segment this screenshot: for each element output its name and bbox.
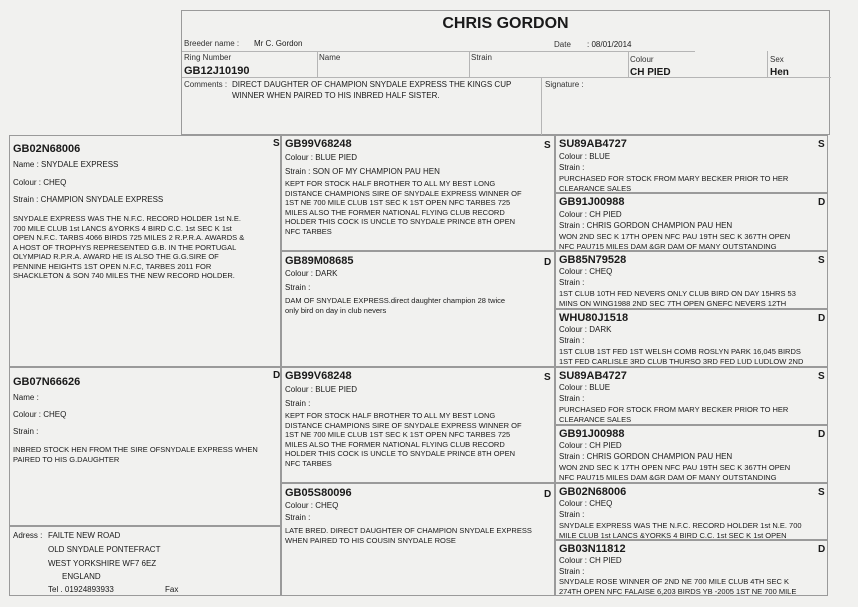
gen3-ring: GB03N11812 <box>559 543 626 555</box>
gen2-notes <box>285 411 553 468</box>
gen3-colour: Colour : CH PIED <box>559 556 622 565</box>
gen3-sex: S <box>818 255 825 266</box>
gen3-colour: Colour : CH PIED <box>559 210 622 219</box>
sire-ring: GB02N68006 <box>13 143 81 155</box>
note-line: KEPT FOR STOCK HALF BROTHER TO ALL MY BEST LONG <box>285 179 496 188</box>
gen2-notes <box>285 179 553 236</box>
dam-colour: Colour : CHEQ <box>13 410 67 419</box>
note-line: MILES ALSO THE FORMER NATIONAL FLYING CLUB RECORD <box>285 439 505 449</box>
gen3-ring: WHU80J1518 <box>559 312 629 324</box>
gen2-sex: D <box>544 489 552 500</box>
sex-label: Sex <box>770 55 784 64</box>
breeder-value: Mr C. Gordon <box>254 39 303 48</box>
note-line: WON 2ND SEC K 17TH OPEN NFC PAU 19TH SEC K 367TH OPEN <box>559 463 791 472</box>
note-line: WON 2ND SEC K 17TH OPEN NFC PAU 19TH SEC K 367TH OPEN <box>559 232 791 241</box>
colour-label: Colour <box>630 55 654 64</box>
gen3-notes <box>559 463 827 482</box>
note-line: SNYDALE ROSE WINNER OF 2ND NE 700 MILE CLUB 4TH SEC K <box>559 577 790 586</box>
gen3-colour: Colour : CH PIED <box>559 441 622 450</box>
address-label: Adress : <box>13 531 43 540</box>
gen3-sex: S <box>818 371 825 382</box>
sire-strain: Strain : CHAMPION SNYDALE EXPRESS <box>13 195 164 204</box>
gen3-ring: GB91J00988 <box>559 196 625 208</box>
ring-number-label: Ring Number <box>184 53 232 62</box>
gen3-box-4 <box>555 309 828 367</box>
gen2-ring: GB99V68248 <box>285 370 352 382</box>
gen3-strain: Strain : CHRIS GORDON CHAMPION PAU HEN <box>559 452 733 461</box>
note-line: NFC TARBES <box>285 226 332 236</box>
ring-number-value: GB12J10190 <box>184 65 250 77</box>
gen3-notes <box>559 405 827 424</box>
date-value: : 08/01/2014 <box>587 40 632 49</box>
note-line: SNYDALE EXPRESS WAS THE N.F.C. RECORD HOLDER 1st N.E. 700 <box>559 521 802 530</box>
note-line: OPEN N.F.C. TARBS 4066 BIRDS 725 MILES 2 R.P.R.A. AWARDS & <box>13 233 245 242</box>
gen2-ring: GB99V68248 <box>285 138 352 150</box>
gen2-sex: S <box>544 140 551 151</box>
note-line: DISTANCE CHAMPIONS SIRE OF SNYDALE EXPRESS WINNER OF <box>285 420 522 430</box>
gen2-colour: Colour : CHEQ <box>285 501 339 510</box>
page-title: CHRIS GORDON <box>442 15 569 32</box>
signature-label: Signature : <box>545 80 584 89</box>
gen3-strain: Strain : <box>559 510 585 519</box>
gen3-strain: Strain : CHRIS GORDON CHAMPION PAU HEN <box>559 221 733 230</box>
note-line: PURCHASED FOR STOCK FROM MARY BECKER PRIOR TO HER <box>559 174 789 183</box>
gen2-sex: S <box>544 372 551 383</box>
strain-label: Strain <box>471 53 492 62</box>
gen2-box-1 <box>281 135 555 251</box>
gen3-colour: Colour : BLUE <box>559 383 611 392</box>
gen3-sex: D <box>818 197 826 208</box>
colour-value: CH PIED <box>630 67 671 78</box>
gen3-strain: Strain : <box>559 336 585 345</box>
gen2-ring: GB89M08685 <box>285 255 354 267</box>
note-line: 1ST CLUB 1ST FED 1ST WELSH COMB ROSLYN PARK 16,045 BIRDS <box>559 347 801 356</box>
note-line: PENNINE HEIGHTS 1ST OPEN N.F.C, TARBES 2011 FOR <box>13 261 212 271</box>
note-line: A HOST OF TROPHYS REPRESENTED G.B. IN THE PORTUGAL <box>13 242 237 252</box>
gen2-colour: Colour : BLUE PIED <box>285 385 358 394</box>
gen3-strain: Strain : <box>559 394 585 403</box>
gen3-sex: S <box>818 487 825 498</box>
gen3-ring: GB85N79528 <box>559 254 627 266</box>
dam-ring: GB07N66626 <box>13 376 81 388</box>
dam-box <box>9 367 281 526</box>
address-box <box>9 526 281 596</box>
gen3-notes <box>559 577 827 596</box>
comments-line-1: DIRECT DAUGHTER OF CHAMPION SNYDALE EXPRESS THE KINGS CUP <box>232 80 512 89</box>
address-line: OLD SNYDALE PONTEFRACT <box>48 545 161 554</box>
note-line: HOLDER THIS COCK IS UNCLE TO SNYDALE PRINCE 8TH OPEN <box>285 449 516 458</box>
note-line: MILES ALSO THE FORMER NATIONAL FLYING CLUB RECORD <box>285 207 505 217</box>
note-line: NFC PAU715 MILES DAM &GR DAM OF MANY OUTSTANDING <box>559 241 777 251</box>
gen3-sex: D <box>818 313 826 324</box>
address-line: WEST YORKSHIRE WF7 6EZ <box>48 559 157 568</box>
gen3-notes <box>559 521 827 540</box>
comments-label: Comments : <box>184 80 228 89</box>
note-line: SHACKLETON & SON 740 MILES THE NEW RECORD HOLDER. <box>13 271 235 280</box>
note-line: DAM OF SNYDALE EXPRESS.direct daughter champion 28 twice <box>285 296 506 305</box>
dam-strain: Strain : <box>13 427 39 436</box>
gen3-sex: D <box>818 429 826 440</box>
sire-notes <box>13 214 279 281</box>
note-line: 1ST NE 700 MILE CLUB 1ST SEC K 1ST OPEN NFC TARBES 725 <box>285 430 511 439</box>
note-line: NFC TARBES <box>285 458 332 468</box>
note-line: 274TH OPEN NFC FALAISE 6,203 BIRDS YB -2005 1ST NE 700 MILE <box>559 586 797 596</box>
gen2-box-3 <box>281 367 555 483</box>
gen3-box-7 <box>555 483 828 540</box>
address-line: FAILTE NEW ROAD <box>48 531 121 540</box>
note-line: 700 MILE CLUB 1st LANCS &YORKS 4 BIRD C.C. 1st SEC K 1st <box>13 223 232 233</box>
gen3-notes <box>559 232 827 251</box>
note-line: WHEN PAIRED TO HIS COUSIN SNYDALE ROSE <box>285 535 456 545</box>
gen3-ring: GB91J00988 <box>559 428 625 440</box>
note-line: 1ST CLUB 10TH FED NEVERS ONLY CLUB BIRD ON DAY 15HRS 53 <box>559 289 796 298</box>
gen3-colour: Colour : BLUE <box>559 152 611 161</box>
note-line: CLEARANCE SALES <box>559 414 632 424</box>
dam-notes <box>13 445 279 464</box>
gen3-sex: D <box>818 544 826 555</box>
comments-line-2: WINNER WHEN PAIRED TO HIS INBRED HALF SISTER. <box>232 91 440 100</box>
gen3-ring: GB02N68006 <box>559 486 627 498</box>
gen2-strain: Strain : <box>285 283 311 292</box>
gen2-ring: GB05S80096 <box>285 487 352 499</box>
note-line: DISTANCE CHAMPIONS SIRE OF SNYDALE EXPRESS WINNER OF <box>285 188 522 198</box>
sex-value: Hen <box>770 67 789 78</box>
gen3-notes <box>559 289 827 308</box>
gen3-box-2 <box>555 193 828 251</box>
gen3-colour: Colour : CHEQ <box>559 499 613 508</box>
sire-box <box>9 135 281 367</box>
gen3-colour: Colour : CHEQ <box>559 267 613 276</box>
note-line: PURCHASED FOR STOCK FROM MARY BECKER PRIOR TO HER <box>559 405 789 414</box>
note-line: PAIRED TO HIS G.DAUGHTER <box>13 454 120 464</box>
gen2-colour: Colour : BLUE PIED <box>285 153 358 162</box>
gen2-sex: D <box>544 257 552 268</box>
gen2-strain: Strain : <box>285 513 311 522</box>
gen3-box-3 <box>555 251 828 309</box>
fax: Fax <box>165 585 179 594</box>
note-line: only bird on day in club nevers <box>285 305 387 315</box>
gen2-strain: Strain : <box>285 399 311 408</box>
note-line: OLYMPIAD R.P.R.A. AWARD HE IS ALSO THE G.G.SIRE OF <box>13 252 219 261</box>
note-line: 1ST FED CARLISLE 3RD CLUB THURSO 3RD FED LUD LUDLOW 2ND <box>559 356 804 366</box>
address-line: ENGLAND <box>62 572 101 581</box>
header-box <box>181 10 830 135</box>
date-label: Date <box>554 40 571 49</box>
note-line: LATE BRED. DIRECT DAUGHTER OF CHAMPION SNYDALE EXPRESS <box>285 526 532 535</box>
telephone: Tel . 01924893933 <box>48 585 114 594</box>
gen2-notes <box>285 526 553 545</box>
note-line: INBRED STOCK HEN FROM THE SIRE OFSNYDALE EXPRESS WHEN <box>13 445 258 454</box>
name-label: Name <box>319 53 341 62</box>
gen2-notes <box>285 296 553 315</box>
note-line: NFC PAU715 MILES DAM &GR DAM OF MANY OUTSTANDING <box>559 472 777 482</box>
gen2-box-2 <box>281 251 555 367</box>
gen3-colour: Colour : DARK <box>559 325 612 334</box>
sire-colour: Colour : CHEQ <box>13 178 67 187</box>
gen3-notes <box>559 347 827 366</box>
note-line: 1ST NE 700 MILE CLUB 1ST SEC K 1ST OPEN NFC TARBES 725 <box>285 198 511 207</box>
note-line: MILE CLUB 1st LANCS &YORKS 4 BIRD C.C. 1st SEC K 1st OPEN <box>559 530 787 540</box>
gen3-box-5 <box>555 367 828 425</box>
sire-sex: S <box>273 138 280 149</box>
note-line: CLEARANCE SALES <box>559 183 632 193</box>
gen3-box-1 <box>555 135 828 193</box>
gen3-box-6 <box>555 425 828 483</box>
gen3-strain: Strain : <box>559 163 585 172</box>
note-line: SNYDALE EXPRESS WAS THE N.F.C. RECORD HOLDER 1st N.E. <box>13 214 241 223</box>
gen2-strain: Strain : SON OF MY CHAMPION PAU HEN <box>285 167 440 176</box>
dam-sex: D <box>273 370 281 381</box>
gen3-ring: SU89AB4727 <box>559 138 627 150</box>
gen3-ring: SU89AB4727 <box>559 370 627 382</box>
gen3-sex: S <box>818 139 825 150</box>
gen3-box-8 <box>555 540 828 596</box>
breeder-label: Breeder name : <box>184 39 240 48</box>
note-line: MINS ON WING1988 2ND SEC 7TH OPEN GNEFC NEVERS 12TH <box>559 298 787 308</box>
gen3-notes <box>559 174 827 193</box>
dam-name: Name : <box>13 393 39 402</box>
gen3-strain: Strain : <box>559 278 585 287</box>
note-line: HOLDER THIS COCK IS UNCLE TO SNYDALE PRINCE 8TH OPEN <box>285 217 516 226</box>
gen2-colour: Colour : DARK <box>285 269 338 278</box>
sire-name: Name : SNYDALE EXPRESS <box>13 160 119 169</box>
note-line: KEPT FOR STOCK HALF BROTHER TO ALL MY BEST LONG <box>285 411 496 420</box>
gen3-strain: Strain : <box>559 567 585 576</box>
gen2-box-4 <box>281 483 555 596</box>
